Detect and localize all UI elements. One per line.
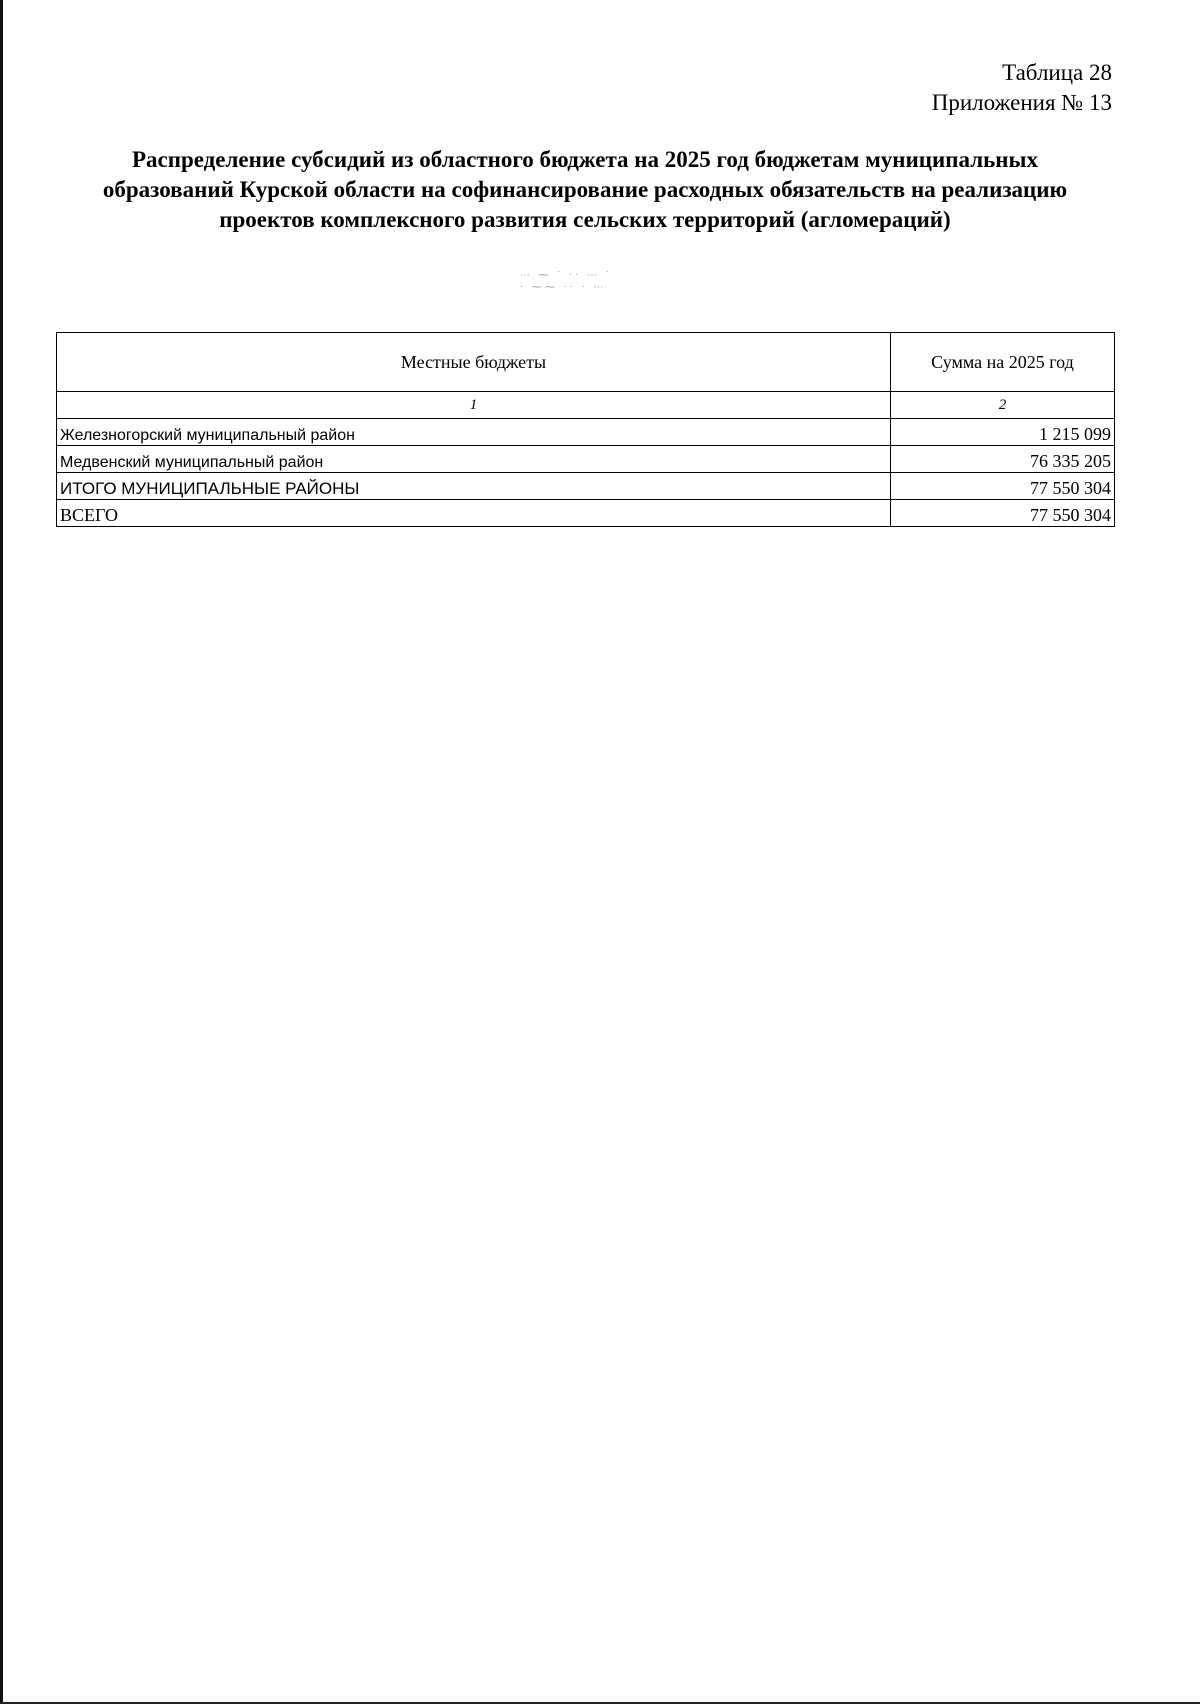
appendix-number: Приложения № 13 — [931, 90, 1112, 115]
title-line-2: образований Курской области на софинансирование расходных обязательств на реализацию — [102, 177, 1068, 202]
table-row — [57, 446, 1115, 473]
budget-name-cell: Медвенский муниципальный район — [57, 446, 891, 473]
subsidy-table — [56, 332, 1115, 527]
column-number-2: 2 — [891, 392, 1115, 419]
subtotal-row — [57, 473, 1115, 500]
table-header-row — [57, 333, 1115, 392]
grand-total-sum: 77 550 304 — [891, 500, 1115, 527]
subtotal-label: ИТОГО МУНИЦИПАЛЬНЫЕ РАЙОНЫ — [57, 473, 891, 500]
document-reference — [932, 58, 1112, 118]
column-number-1: 1 — [57, 392, 891, 419]
scan-left-edge — [0, 0, 3, 1704]
grand-total-row — [57, 500, 1115, 527]
table-row — [57, 419, 1115, 446]
budget-sum-cell: 76 335 205 — [891, 446, 1115, 473]
budget-sum-cell: 1 215 099 — [891, 419, 1115, 446]
subtotal-sum: 77 550 304 — [891, 473, 1115, 500]
title-line-3: проектов комплексного развития сельских территорий (агломераций) — [219, 207, 951, 232]
header-sum-2025: Сумма на 2025 год — [891, 333, 1115, 392]
budget-name-cell: Железногорский муниципальный район — [57, 419, 891, 446]
title-line-1: Распределение субсидий из областного бюджета на 2025 год бюджетам муниципальных — [131, 147, 1039, 172]
header-local-budgets: Местные бюджеты — [57, 333, 891, 392]
document-title — [60, 145, 1110, 235]
scan-artifacts: ⋯ ⁓ ˙ ·· ⋯ ˙ · ⁓⁓ ·· · ⋯ — [520, 270, 612, 293]
table-number: Таблица 28 — [1002, 60, 1112, 85]
column-number-row — [57, 392, 1115, 419]
grand-total-label: ВСЕГО — [57, 500, 891, 527]
